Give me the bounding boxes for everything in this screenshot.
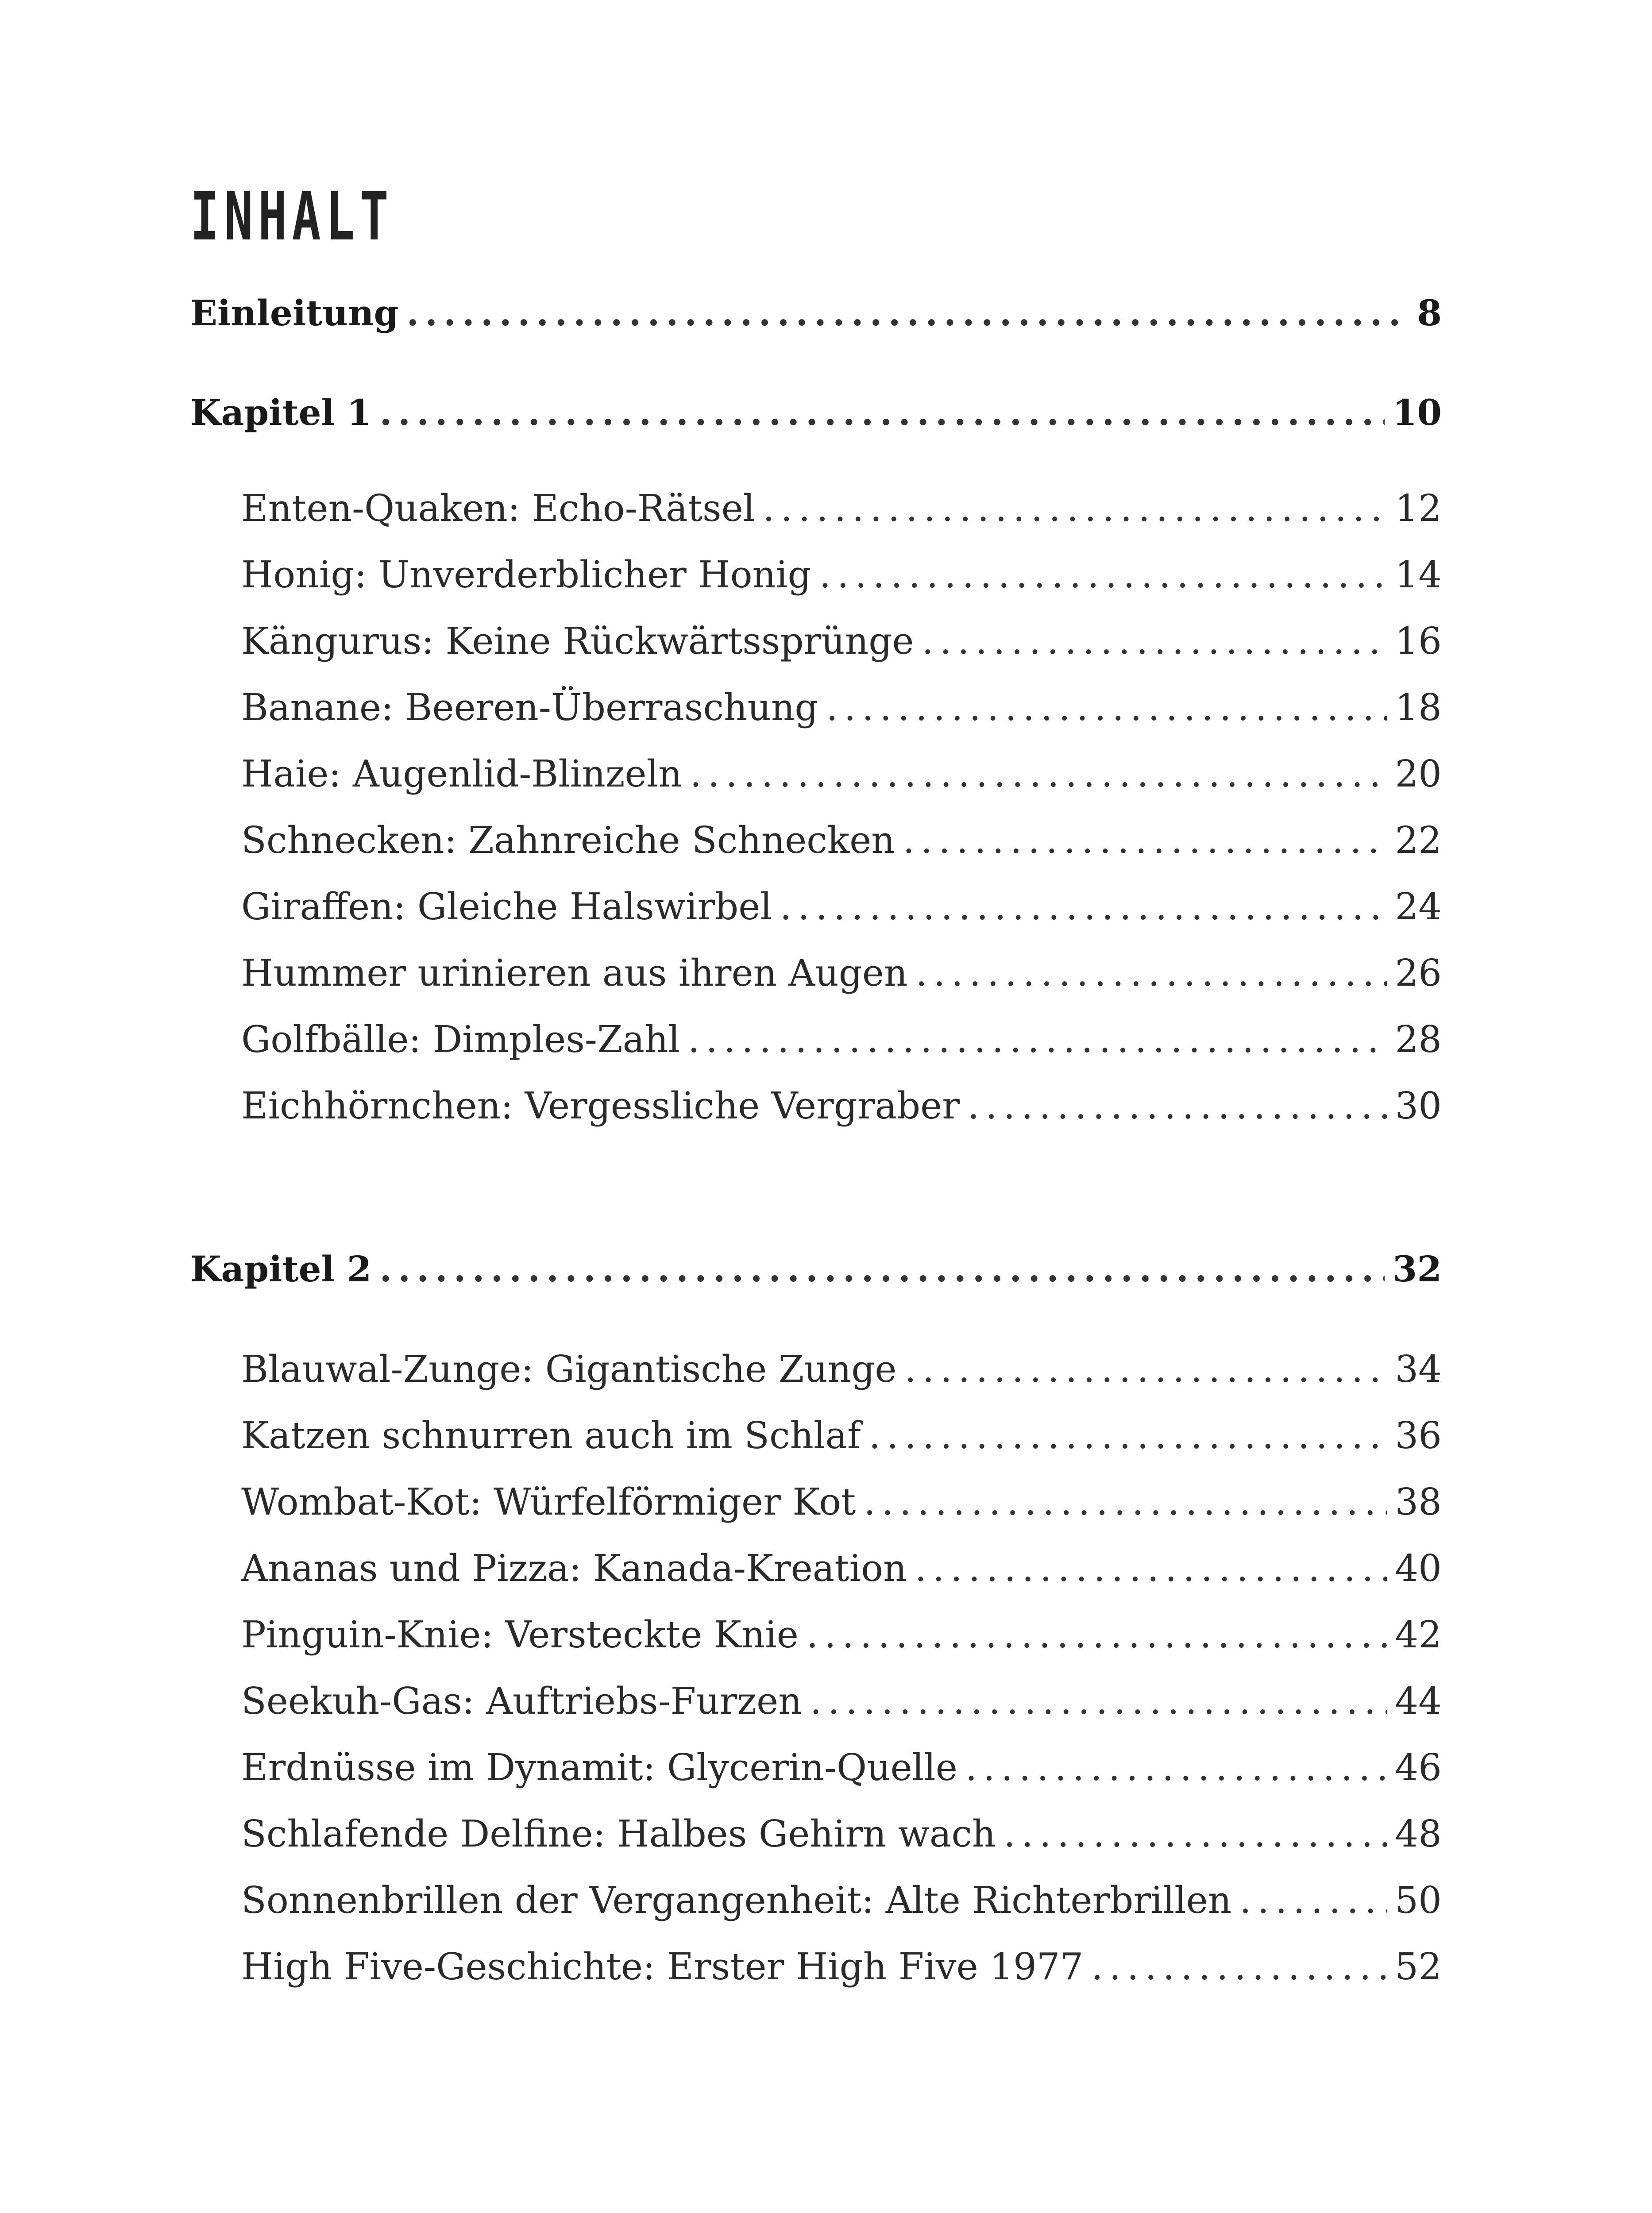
toc-entry-label: Sonnenbrillen der Vergangenheit: Alte Richterbrillen — [241, 1879, 1232, 1922]
leader-dots — [826, 686, 1387, 729]
toc-entry-label: Kängurus: Keine Rückwärtssprünge — [241, 620, 914, 663]
toc-entry-row[interactable] — [0, 952, 1652, 995]
toc-entry-row[interactable] — [0, 885, 1652, 928]
toc-entry-page: 20 — [1395, 752, 1442, 795]
toc-entry-row[interactable] — [0, 553, 1652, 596]
leader-dots — [903, 819, 1387, 862]
toc-entry-row[interactable] — [0, 1480, 1652, 1523]
toc-entry-page: 42 — [1395, 1613, 1442, 1656]
leader-dots — [904, 1348, 1387, 1391]
toc-chapter-row[interactable] — [0, 1248, 1652, 1290]
toc-entry-row[interactable] — [0, 1812, 1652, 1855]
toc-entry-label: Banane: Beeren-Überraschung — [241, 686, 818, 729]
toc-chapter-label: Kapitel 1 — [190, 392, 372, 433]
toc-entry-page: 18 — [1395, 686, 1442, 729]
leader-dots — [968, 1084, 1387, 1127]
leader-dots — [922, 620, 1387, 663]
leader-dots — [1091, 1945, 1387, 1988]
leader-dots — [1239, 1879, 1387, 1922]
toc-entry-label: Wombat-Kot: Würfelförmiger Kot — [241, 1480, 856, 1523]
leader-dots — [810, 1680, 1387, 1723]
leader-dots — [1004, 1812, 1387, 1855]
toc-entry-row[interactable] — [0, 1414, 1652, 1457]
toc-entry-row[interactable] — [0, 1348, 1652, 1391]
page-title: INHALT — [190, 178, 394, 255]
leader-dots — [688, 1018, 1387, 1061]
toc-chapter-label: Kapitel 2 — [190, 1248, 372, 1290]
toc-entry-label: Enten-Quaken: Echo-Rätsel — [241, 487, 755, 530]
toc-chapter-page: 32 — [1392, 1248, 1442, 1290]
toc-entry-row[interactable] — [0, 1018, 1652, 1061]
toc-entry-page: 16 — [1395, 620, 1442, 663]
toc-entry-row[interactable] — [0, 752, 1652, 795]
leader-dots — [807, 1613, 1387, 1656]
toc-entry-row[interactable] — [0, 686, 1652, 729]
toc-entry-label: High Five-Geschichte: Erster High Five 1977 — [241, 1945, 1084, 1988]
toc-entry-page: 12 — [1395, 487, 1442, 530]
toc-intro-row[interactable] — [0, 292, 1652, 334]
toc-entry-label: Haie: Augenlid-Blinzeln — [241, 752, 682, 795]
toc-chapter-row[interactable] — [0, 392, 1652, 433]
toc-entry-page: 52 — [1395, 1945, 1442, 1988]
toc-entry-page: 50 — [1395, 1879, 1442, 1922]
toc-entry-row[interactable] — [0, 1879, 1652, 1922]
toc-entry-row[interactable] — [0, 1613, 1652, 1656]
toc-intro-page: 8 — [1417, 292, 1442, 334]
toc-entry-page: 24 — [1395, 885, 1442, 928]
leader-dots — [819, 553, 1387, 596]
toc-entry-label: Eichhörnchen: Vergessliche Vergraber — [241, 1084, 960, 1127]
toc-entry-label: Hummer urinieren aus ihren Augen — [241, 952, 908, 995]
toc-chapter-page: 10 — [1392, 392, 1442, 433]
toc-entry-page: 22 — [1395, 819, 1442, 862]
leader-dots — [965, 1746, 1387, 1789]
leader-dots — [780, 885, 1387, 928]
toc-entry-label: Katzen schnurren auch im Schlaf — [241, 1414, 861, 1457]
leader-dots — [915, 1547, 1387, 1590]
toc-entry-label: Giraffen: Gleiche Halswirbel — [241, 885, 772, 928]
toc-entry-row[interactable] — [0, 1746, 1652, 1789]
leader-dots — [379, 1248, 1384, 1290]
toc-entry-page: 48 — [1395, 1812, 1442, 1855]
toc-entry-label: Ananas und Pizza: Kanada-Kreation — [241, 1547, 907, 1590]
toc-entry-label: Seekuh-Gas: Auftriebs-Furzen — [241, 1680, 802, 1723]
leader-dots — [690, 752, 1387, 795]
toc-entry-label: Honig: Unverderblicher Honig — [241, 553, 811, 596]
leader-dots — [406, 292, 1409, 334]
toc-entry-page: 14 — [1395, 553, 1442, 596]
toc-entry-page: 36 — [1395, 1414, 1442, 1457]
toc-entry-row[interactable] — [0, 487, 1652, 530]
toc-entry-row[interactable] — [0, 819, 1652, 862]
toc-entry-label: Blauwal-Zunge: Gigantische Zunge — [241, 1348, 897, 1391]
toc-entry-row[interactable] — [0, 1084, 1652, 1127]
leader-dots — [869, 1414, 1387, 1457]
toc-entry-label: Pinguin-Knie: Versteckte Knie — [241, 1613, 799, 1656]
toc-entry-label: Erdnüsse im Dynamit: Glycerin-Quelle — [241, 1746, 957, 1789]
toc-entry-page: 26 — [1395, 952, 1442, 995]
toc-entry-label: Golfbälle: Dimples-Zahl — [241, 1018, 680, 1061]
toc-entry-label: Schnecken: Zahnreiche Schnecken — [241, 819, 895, 862]
toc-entry-page: 46 — [1395, 1746, 1442, 1789]
toc-entry-page: 34 — [1395, 1348, 1442, 1391]
leader-dots — [763, 487, 1387, 530]
toc-intro-label: Einleitung — [190, 292, 399, 334]
toc-entry-page: 38 — [1395, 1480, 1442, 1523]
leader-dots — [864, 1480, 1387, 1523]
toc-entry-row[interactable] — [0, 1547, 1652, 1590]
leader-dots — [916, 952, 1387, 995]
toc-entry-row[interactable] — [0, 620, 1652, 663]
toc-entry-page: 30 — [1395, 1084, 1442, 1127]
toc-entry-page: 28 — [1395, 1018, 1442, 1061]
leader-dots — [379, 392, 1384, 433]
toc-entry-row[interactable] — [0, 1680, 1652, 1723]
toc-entry-page: 44 — [1395, 1680, 1442, 1723]
toc-entry-page: 40 — [1395, 1547, 1442, 1590]
toc-entry-row[interactable] — [0, 1945, 1652, 1988]
toc-entry-label: Schlafende Delfine: Halbes Gehirn wach — [241, 1812, 996, 1855]
